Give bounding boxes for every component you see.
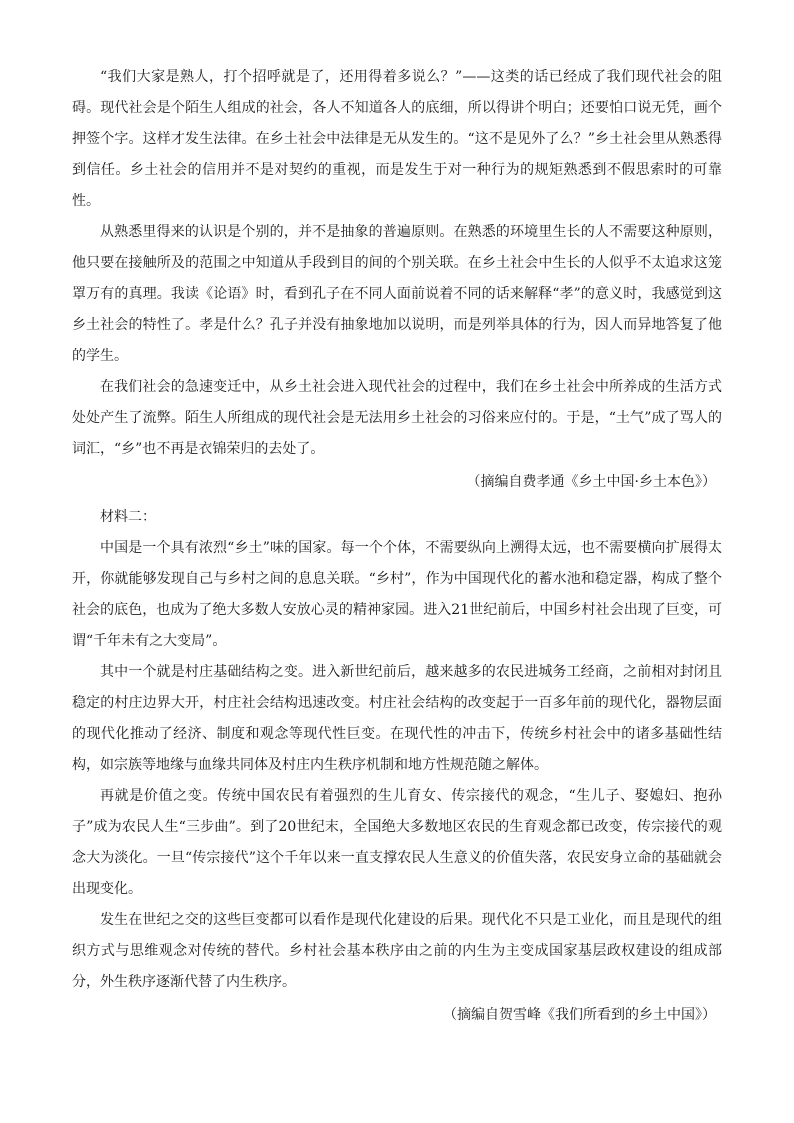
source-citation: （摘编自费孝通《乡土中国·乡土本色》）	[466, 474, 716, 490]
paragraph: “我们大家是熟人，打个招呼就是了，还用得着多说么？”——这类的话已经成了我们现代社会的阻碍。现代社会是个陌生人组成的社会，各人不知道各人的底细，所以得讲个明白；还要怕口说无凭，画个押签个字。这样才发生法律。在乡土社会中法律是无从发生的。“这不是见外了么？”乡土社会里从熟悉得到信任。乡土社会的信用并不是对契约的重视，而是发生于对一种行为的规矩熟悉到不假思索时的可靠性。	[72, 69, 722, 209]
paragraph: 中国是一个具有浓烈“乡土”味的国家。每一个个体，不需要纵向上溯得太远，也不需要横向扩展得太开，你就能够发现自己与乡村之间的息息关联。“乡村”，作为中国现代化的蓄水池和稳定器，构成了整个社会的底色，也成为了绝大多数人安放心灵的精神家园。进入21世纪前后，中国乡村社会出现了巨变，可谓“千年未有之大变局”。	[72, 540, 722, 649]
source-citation: （摘编自贺雪峰《我们所看到的乡土中国》）	[443, 1007, 716, 1023]
paragraph: 其中一个就是村庄基础结构之变。进入新世纪前后，越来越多的农民进城务工经商，之前相对封闭且稳定的村庄边界大开，村庄社会结构迅速改变。村庄社会结构的改变起于一百多年前的现代化，器物层面的现代化推动了经济、制度和观念等现代性巨变。在现代性的冲击下，传统乡村社会中的诸多基础性结构，如宗族等地缘与血缘共同体及村庄内生秩序机制和地方性规范随之解体。	[72, 664, 722, 773]
paragraph: 发生在世纪之交的这些巨变都可以看作是现代化建设的后果。现代化不只是工业化，而且是现代的组织方式与思维观念对传统的替代。乡村社会基本秩序由之前的内生为主变成国家基层政权建设的组成部分，外生秩序逐渐代替了内生秩序。	[72, 912, 722, 990]
section-label: 材料二：	[100, 509, 156, 525]
paragraph: 再就是价值之变。传统中国农民有着强烈的生儿育女、传宗接代的观念，“生儿子、娶媳妇、抱孙子”成为农民人生“三步曲”。到了20世纪末，全国绝大多数地区农民的生育观念都已改变，传宗接代的观念大为淡化。一旦“传宗接代”这个千年以来一直支撑农民人生意义的价值失落，农民安身立命的基础就会出现变化。	[72, 788, 722, 897]
paragraph: 在我们社会的急速变迁中，从乡土社会进入现代社会的过程中，我们在乡土社会中所养成的生活方式处处产生了流弊。陌生人所组成的现代社会是无法用乡土社会的习俗来应付的。于是，“土气”成了骂人的词汇，“乡”也不再是衣锦荣归的去处了。	[72, 379, 722, 457]
paragraph: 从熟悉里得来的认识是个别的，并不是抽象的普遍原则。在熟悉的环境里生长的人不需要这种原则，他只要在接触所及的范围之中知道从手段到目的间的个别关联。在乡土社会中生长的人似乎不太追求这笼罩万有的真理。我读《论语》时，看到孔子在不同人面前说着不同的话来解释“孝”的意义时，我感觉到这乡土社会的特性了。孝是什么？孔子并没有抽象地加以说明，而是列举具体的行为，因人而异地答复了他的学生。	[72, 224, 722, 364]
